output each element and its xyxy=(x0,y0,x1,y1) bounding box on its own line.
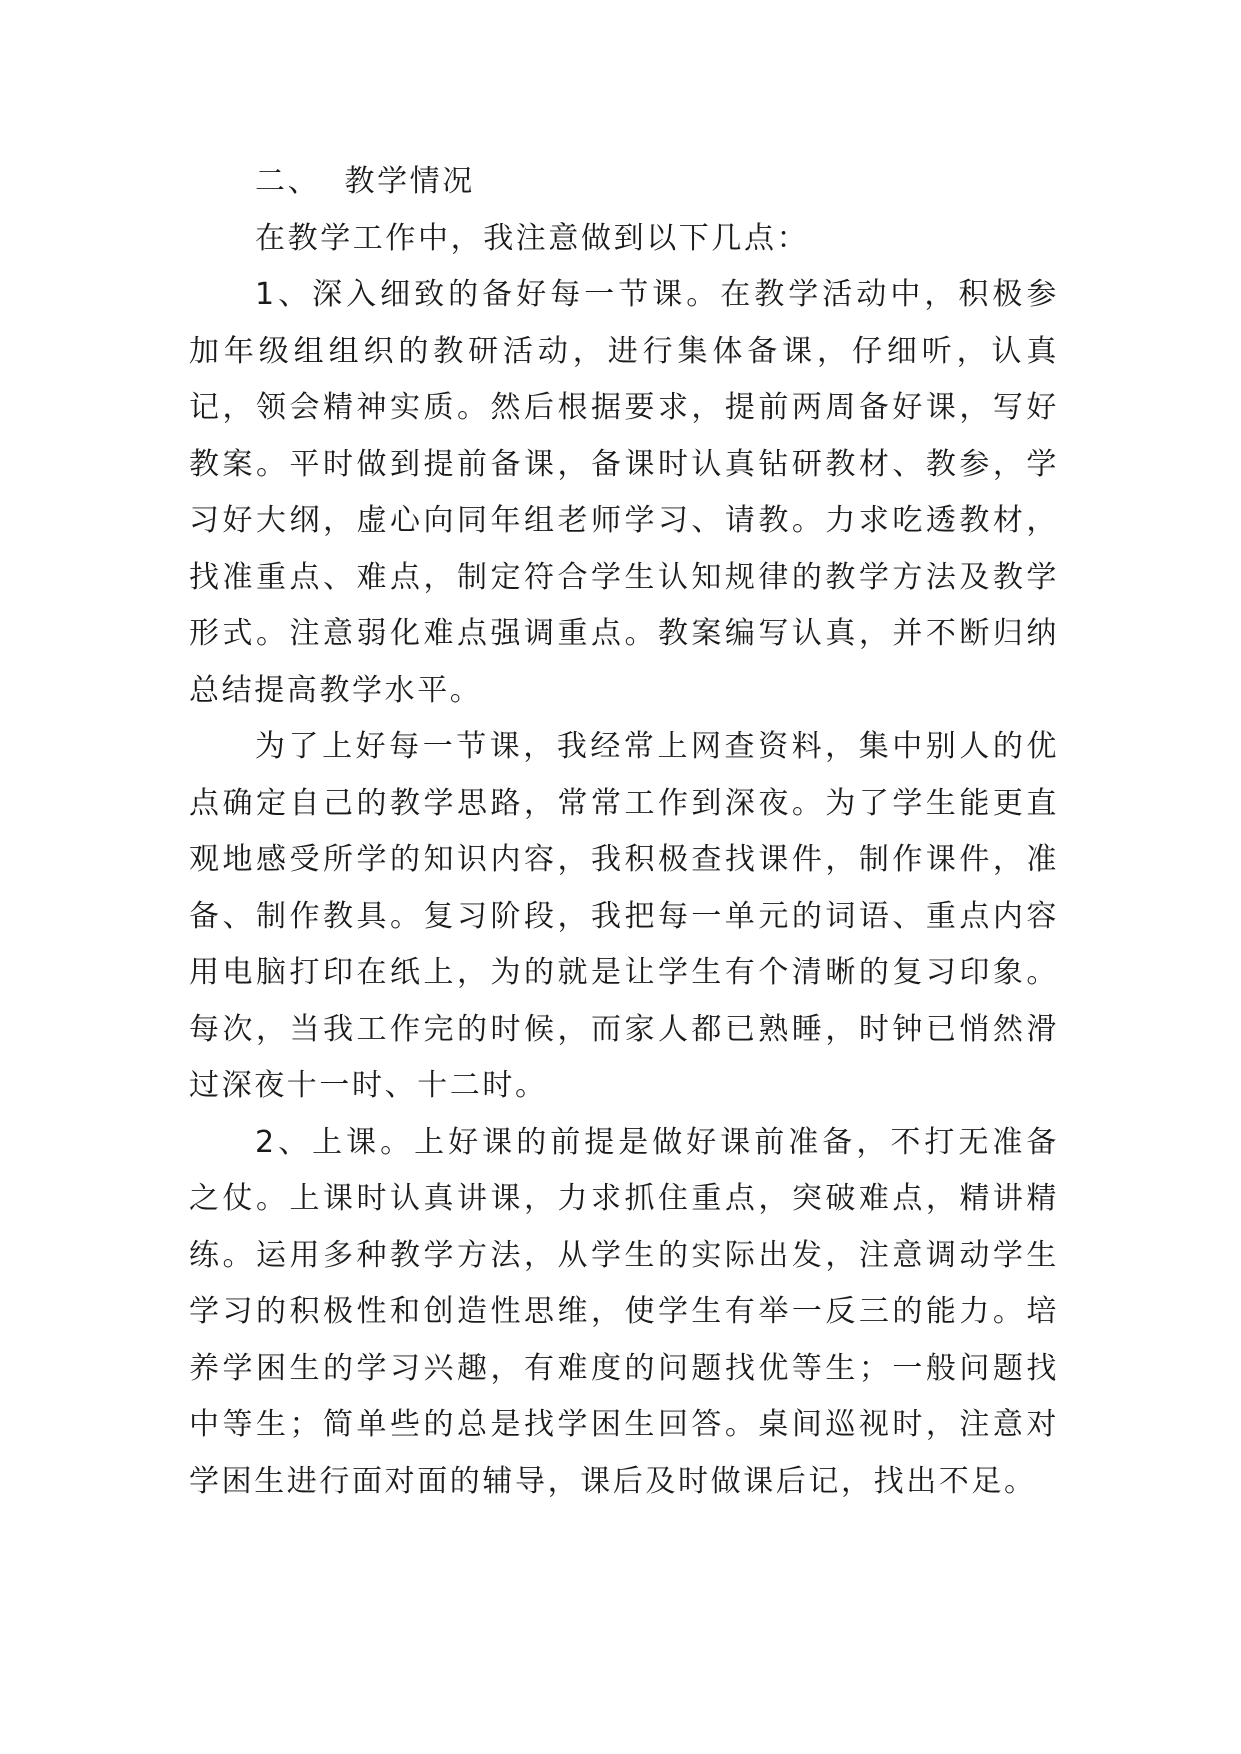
section-title: 教学情况 xyxy=(344,164,475,199)
paragraph-materials: 为了上好每一节课，我经常上网查资料，集中别人的优点确定自己的教学思路，常常工作到深夜。为了学生能更直观地感受所学的知识内容，我积极查找课件，制作课件，准备、制作教具。复习阶段，我把每一单元的词语、重点内容用电脑打印在纸上，为的就是让学生有个清晰的复习印象。每次，当我工作完的时候，而家人都已熟睡，时钟已悄然滑过深夜十一时、十二时。 xyxy=(189,729,1059,1103)
paragraph-classroom-teaching: 2、上课。上好课的前提是做好课前准备，不打无准备之仗。上课时认真讲课，力求抓住重点，突破难点，精讲精练。运用多种教学方法，从学生的实际出发，注意调动学生学习的积极性和创造性思维，使学生有举一反三的能力。培养学困生的学习兴趣，有难度的问题找优等生；一般问题找中等生；简单些的总是找学困生回答。桌间巡视时，注意对学困生进行面对面的辅导，课后及时做课后记，找出不足。 xyxy=(189,1124,1059,1499)
section-heading xyxy=(189,154,1059,211)
document-body xyxy=(189,154,1059,1510)
paragraph-lesson-preparation: 1、深入细致的备好每一节课。在教学活动中，积极参加年级组组织的教研活动，进行集体备课，仔细听，认真记，领会精神实质。然后根据要求，提前两周备好课，写好教案。平时做到提前备课，备课时认真钻研教材、教参，学习好大纲，虚心向同年组老师学习、请教。力求吃透教材，找准重点、难点，制定符合学生认知规律的教学方法及教学形式。注意弱化难点强调重点。教案编写认真，并不断归纳总结提高教学水平。 xyxy=(189,277,1059,708)
section-number: 二、 xyxy=(255,164,321,199)
intro-paragraph: 在教学工作中，我注意做到以下几点： xyxy=(255,220,810,256)
